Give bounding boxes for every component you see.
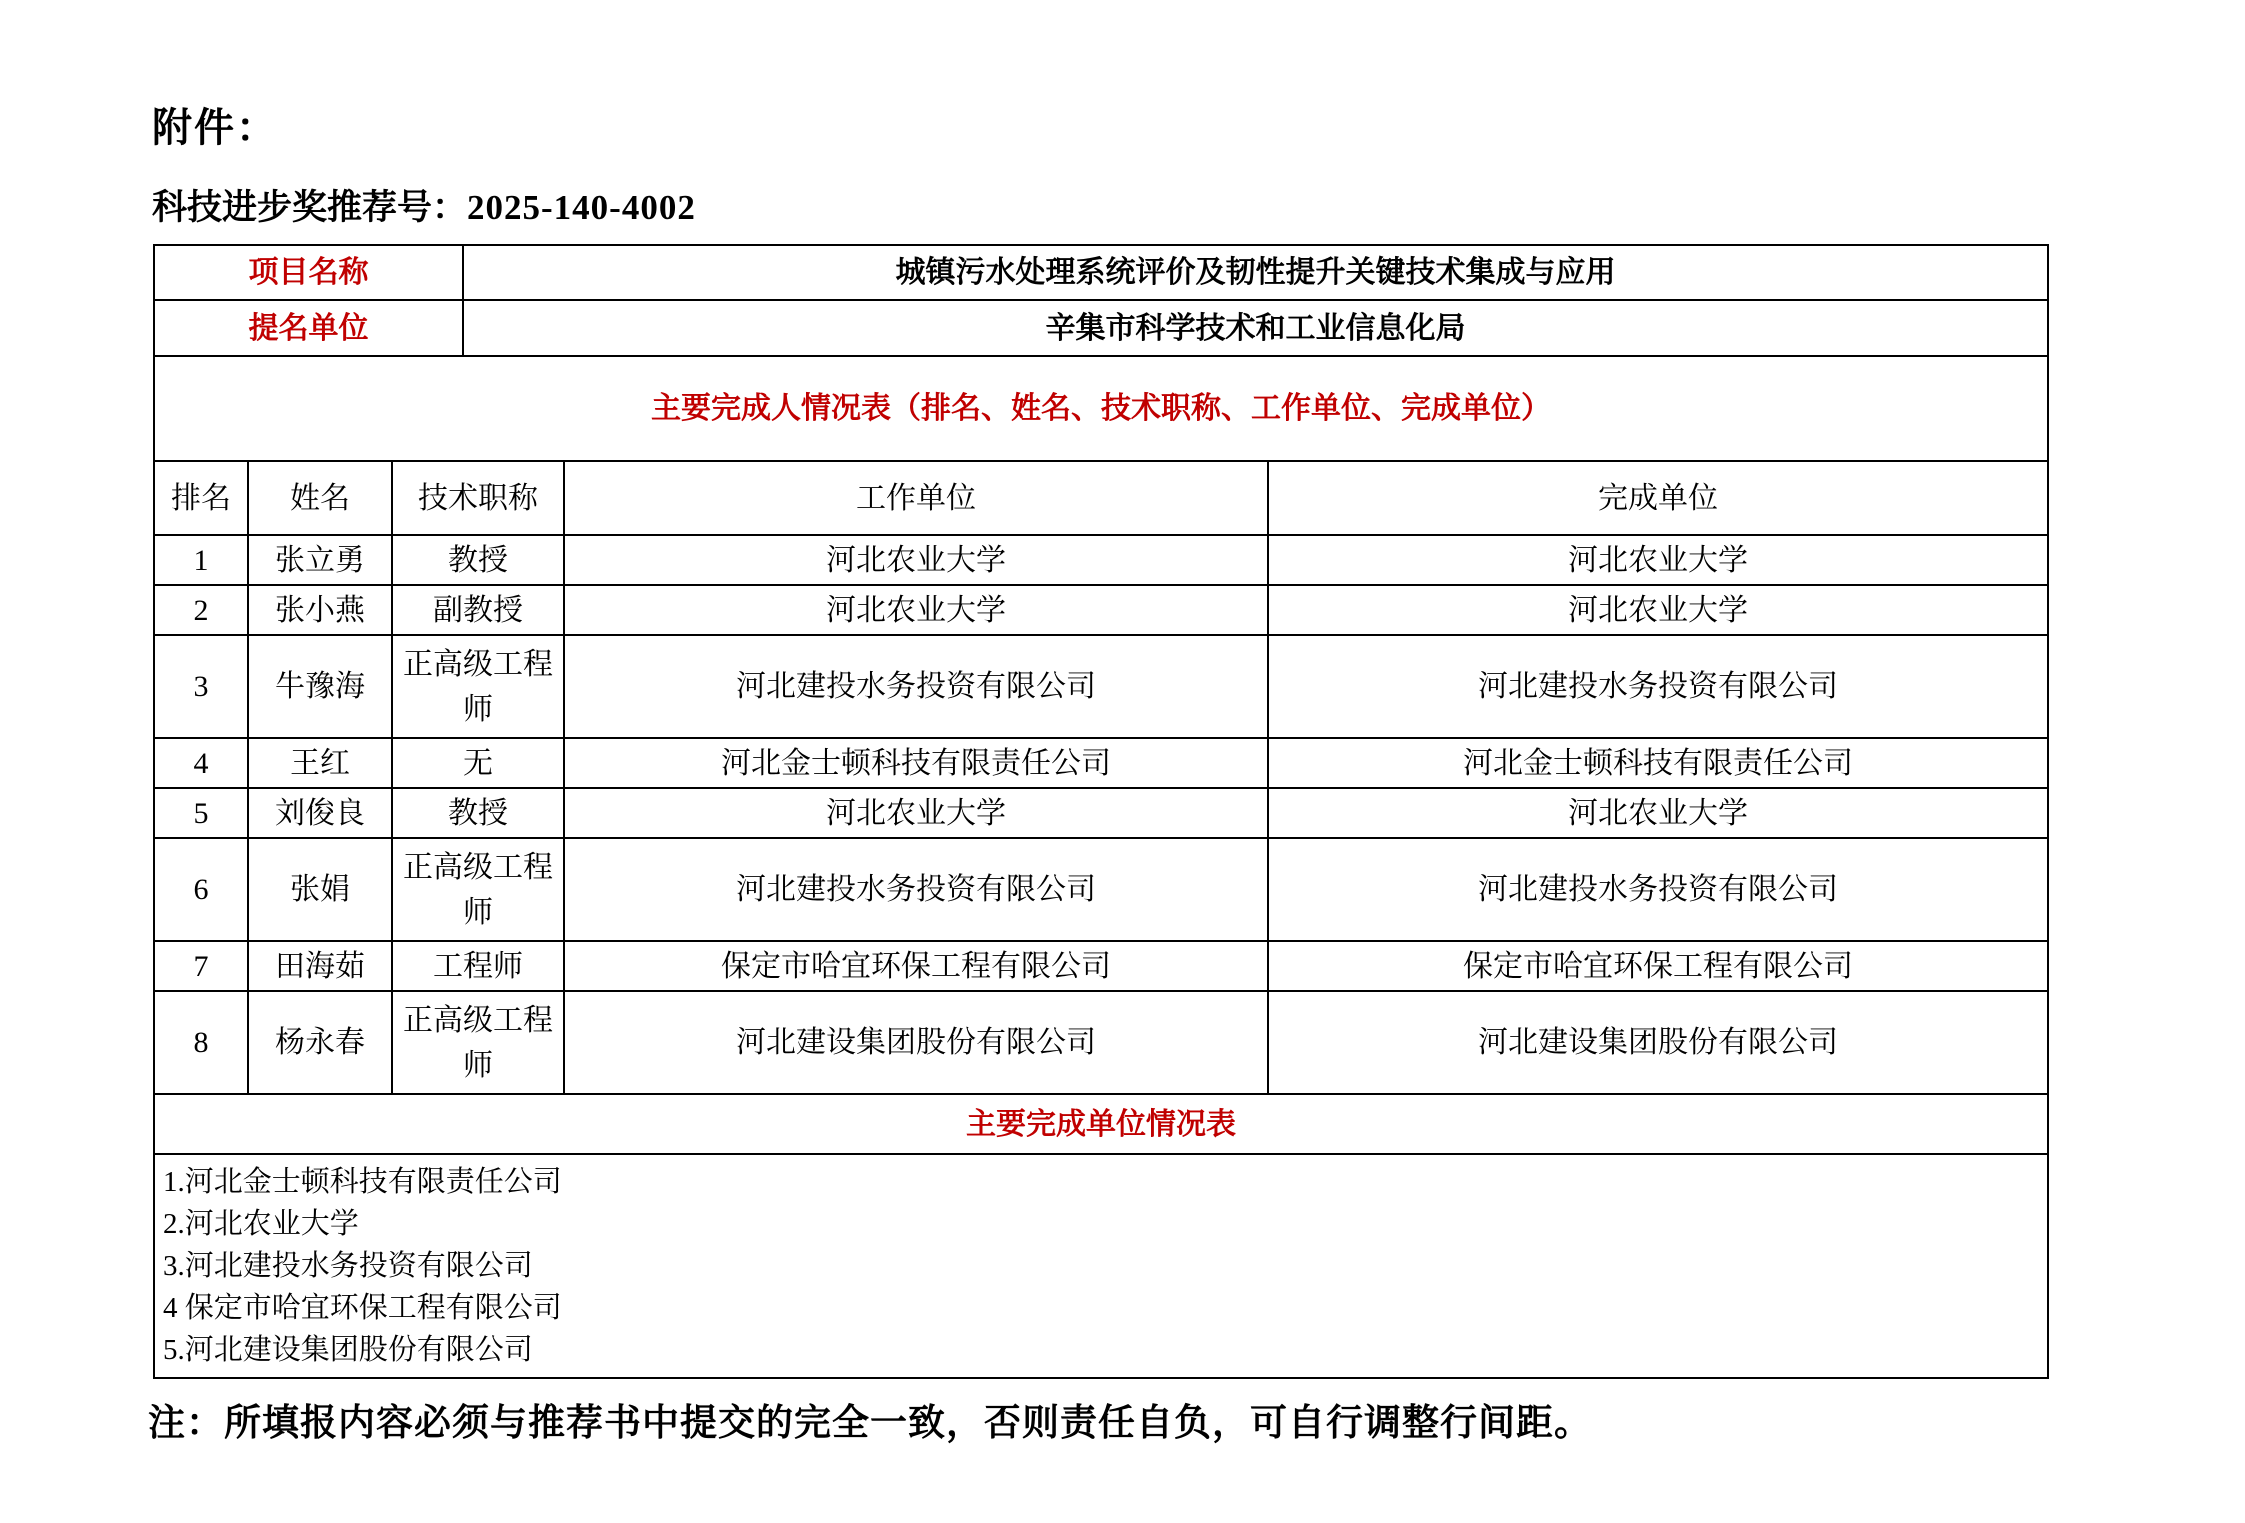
name-cell: 张立勇: [248, 535, 392, 585]
table-row: [154, 1154, 2048, 1378]
unit-list-item: 5.河北建设集团股份有限公司: [163, 1334, 533, 1366]
name-cell: 王红: [248, 738, 392, 788]
attachment-label: 附件：: [152, 105, 278, 151]
title-cell: 教授: [392, 535, 564, 585]
name-cell: 田海茹: [248, 941, 392, 991]
completion-unit-cell: 河北金士顿科技有限责任公司: [1268, 738, 2048, 788]
footer-note: 注：所填报内容必须与推荐书中提交的完全一致，否则责任自负，可自行调整行间距。: [148, 1403, 1592, 1444]
project-name-label: 项目名称: [154, 245, 463, 300]
rank-cell: 8: [154, 991, 248, 1094]
work-unit-cell: 河北农业大学: [564, 535, 1268, 585]
project-name-value: 城镇污水处理系统评价及韧性提升关键技术集成与应用: [463, 245, 2048, 300]
title-cell: 副教授: [392, 585, 564, 635]
rank-cell: 3: [154, 635, 248, 738]
col-header-work-unit: 工作单位: [564, 461, 1268, 535]
table-row: [154, 1094, 2048, 1154]
completion-unit-cell: 河北农业大学: [1268, 535, 2048, 585]
name-cell: 张娟: [248, 838, 392, 941]
table-row: [154, 941, 2048, 991]
rank-cell: 2: [154, 585, 248, 635]
rank-cell: 5: [154, 788, 248, 838]
name-cell: 张小燕: [248, 585, 392, 635]
unit-list-item: 1.河北金士顿科技有限责任公司: [163, 1166, 562, 1198]
rank-cell: 1: [154, 535, 248, 585]
info-table: [153, 244, 2049, 357]
rank-cell: 7: [154, 941, 248, 991]
name-cell: 刘俊良: [248, 788, 392, 838]
title-cell: 正高级工程师: [392, 635, 564, 738]
table-row: [154, 535, 2048, 585]
work-unit-cell: 河北农业大学: [564, 788, 1268, 838]
table-row: [154, 356, 2048, 461]
col-header-name: 姓名: [248, 461, 392, 535]
unit-list-item: 3.河北建投水务投资有限公司: [163, 1250, 533, 1282]
table-row: [154, 245, 2048, 300]
person-table-title: 主要完成人情况表（排名、姓名、技术职称、工作单位、完成单位）: [154, 356, 2048, 461]
title-cell: 正高级工程师: [392, 991, 564, 1094]
rank-cell: 6: [154, 838, 248, 941]
completion-unit-cell: 河北农业大学: [1268, 788, 2048, 838]
nominating-unit-value: 辛集市科学技术和工业信息化局: [463, 300, 2048, 356]
unit-list-item: 4 保定市哈宜环保工程有限公司: [163, 1292, 562, 1324]
name-cell: 杨永春: [248, 991, 392, 1094]
work-unit-cell: 河北金士顿科技有限责任公司: [564, 738, 1268, 788]
unit-table-title: 主要完成单位情况表: [154, 1094, 2048, 1154]
recommendation-number: 2025-140-4002: [467, 188, 696, 227]
title-cell: 正高级工程师: [392, 838, 564, 941]
title-cell: 教授: [392, 788, 564, 838]
unit-list-item: 2.河北农业大学: [163, 1208, 359, 1240]
table-row: [154, 585, 2048, 635]
unit-list: [154, 1154, 2048, 1378]
table-header-row: [154, 461, 2048, 535]
table-row: [154, 300, 2048, 356]
work-unit-cell: 河北建投水务投资有限公司: [564, 838, 1268, 941]
completion-unit-cell: 保定市哈宜环保工程有限公司: [1268, 941, 2048, 991]
table-row: [154, 991, 2048, 1094]
work-unit-cell: 河北建设集团股份有限公司: [564, 991, 1268, 1094]
completion-unit-cell: 河北建投水务投资有限公司: [1268, 838, 2048, 941]
col-header-rank: 排名: [154, 461, 248, 535]
title-cell: 工程师: [392, 941, 564, 991]
work-unit-cell: 河北农业大学: [564, 585, 1268, 635]
rank-cell: 4: [154, 738, 248, 788]
work-unit-cell: 保定市哈宜环保工程有限公司: [564, 941, 1268, 991]
table-row: [154, 788, 2048, 838]
col-header-title: 技术职称: [392, 461, 564, 535]
recommendation-number-line: [152, 180, 696, 230]
table-row: [154, 838, 2048, 941]
completion-unit-cell: 河北建投水务投资有限公司: [1268, 635, 2048, 738]
table-row: [154, 738, 2048, 788]
nominating-unit-label: 提名单位: [154, 300, 463, 356]
completion-unit-cell: 河北建设集团股份有限公司: [1268, 991, 2048, 1094]
person-table: [153, 355, 2049, 1379]
col-header-completion-unit: 完成单位: [1268, 461, 2048, 535]
name-cell: 牛豫海: [248, 635, 392, 738]
recommendation-label: 科技进步奖推荐号：: [152, 188, 468, 227]
work-unit-cell: 河北建投水务投资有限公司: [564, 635, 1268, 738]
title-cell: 无: [392, 738, 564, 788]
table-row: [154, 635, 2048, 738]
completion-unit-cell: 河北农业大学: [1268, 585, 2048, 635]
